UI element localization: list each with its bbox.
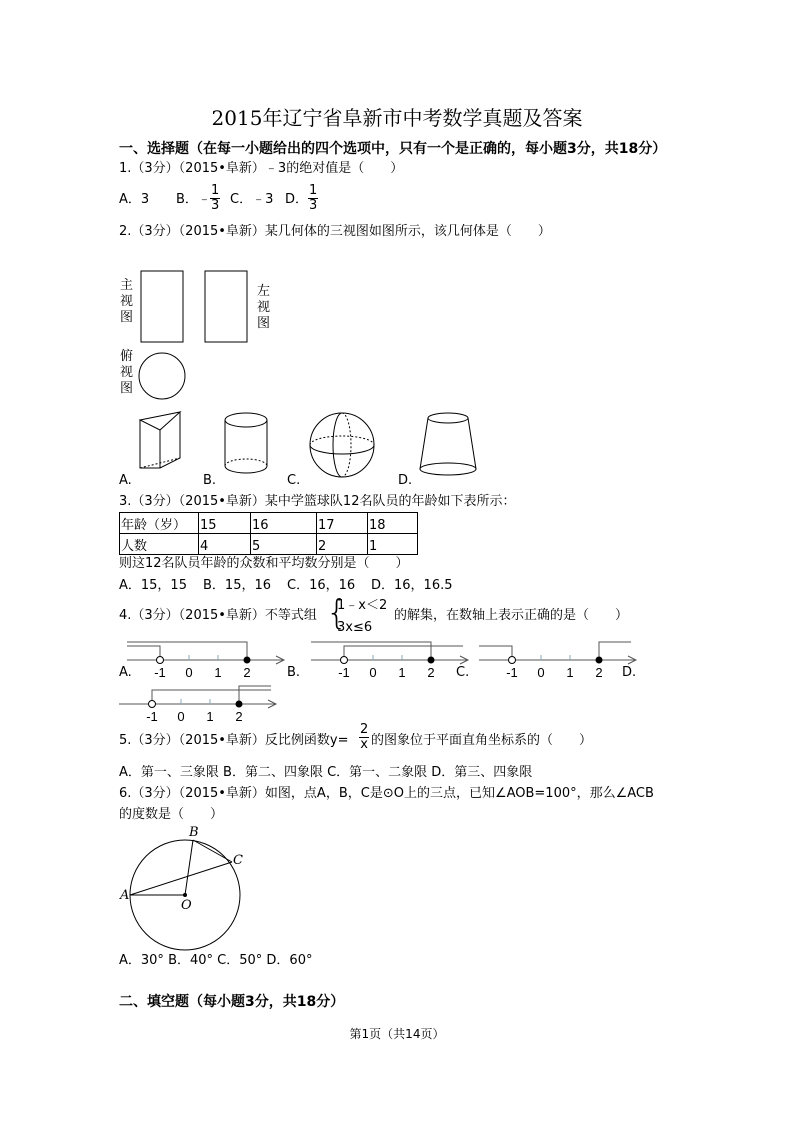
point-a-label: A	[120, 888, 130, 903]
numerator: 1	[211, 183, 220, 198]
tick-label: -1	[506, 665, 518, 680]
tick-label: -1	[154, 665, 166, 680]
inequality-2: 3x≤6	[337, 620, 373, 635]
section-1-heading: 一、选择题（在每一小题给出的四个选项中，只有一个是正确的，每小题3分，共18分）	[119, 141, 667, 157]
q3-option-a: A．15，15	[119, 578, 187, 593]
q4-option-a: A.	[119, 665, 132, 680]
tick-label: 2	[427, 665, 435, 680]
table-cell: 4	[199, 534, 251, 555]
tick-label: 0	[369, 665, 377, 680]
q2-option-d: D.	[398, 473, 413, 488]
table-cell: 15	[199, 513, 251, 534]
tick-label: 1	[398, 665, 406, 680]
section-2-heading: 二、填空题（每小题3分，共18分）	[119, 994, 345, 1010]
table-cell: 18	[368, 513, 418, 534]
front-view-label: 主视图	[120, 278, 134, 325]
q4-option-d: D.	[622, 665, 637, 680]
tick-label: 1	[566, 665, 574, 680]
side-view-label: 左视图	[257, 284, 271, 331]
page-footer: 第1页（共14页）	[349, 1027, 445, 1041]
document-title: 2015年辽宁省阜新市中考数学真题及答案	[211, 106, 583, 130]
q6-stem: 6.（3分）（2015•阜新）如图，点A，B，C是⊙O上的三点，已知∠AOB=100°，那么∠ACB	[119, 786, 654, 801]
q1-option-b: B．﹣	[176, 192, 211, 207]
tick-label: 0	[177, 709, 185, 724]
tick-label: 2	[243, 665, 251, 680]
q1-option-a: A．3	[119, 192, 150, 207]
numerator: 1	[309, 183, 318, 198]
table-cell: 17	[317, 513, 368, 534]
q3-stem: 3.（3分）（2015•阜新）某中学篮球队12名队员的年龄如下表所示：	[119, 494, 516, 509]
q3-question: 则这12名队员年龄的众数和平均数分别是（ ）	[119, 556, 409, 571]
tick-label: -1	[338, 665, 350, 680]
top-view-label: 俯视图	[120, 349, 134, 396]
q2-option-b: B.	[203, 473, 217, 488]
brace: {	[326, 593, 348, 633]
q3-option-c: C．16，16	[287, 578, 356, 593]
q1-option-c: C．﹣3	[230, 192, 274, 207]
q4-stem-start: 4.（3分）（2015•阜新）不等式组	[119, 608, 317, 623]
table-cell: 人数	[120, 534, 199, 555]
q5-stem-start: 5.（3分）（2015•阜新）反比例函数y=	[119, 733, 349, 748]
tick-label: 0	[185, 665, 193, 680]
tick-label: 1	[206, 709, 214, 724]
q5-stem-end: 的图象位于平面直角坐标系的（ ）	[371, 733, 593, 748]
q2-stem: 2.（3分）（2015•阜新）某几何体的三视图如图所示，该几何体是（ ）	[119, 224, 551, 239]
tick-label: 0	[537, 665, 545, 680]
tick-label: 1	[214, 665, 222, 680]
q4-option-c: C.	[456, 665, 470, 680]
table-cell: 1	[368, 534, 418, 555]
q2-option-c: C.	[287, 473, 301, 488]
point-b-label: B	[189, 825, 199, 840]
q4-stem-end: 的解集，在数轴上表示正确的是（ ）	[394, 608, 629, 623]
tick-label: -1	[146, 709, 158, 724]
q6-options: A．30° B．40° C．50° D．60°	[119, 953, 313, 968]
tick-label: 2	[595, 665, 603, 680]
q5-options: A．第一、三象限 B．第二、四象限 C．第一、二象限 D．第三、四象限	[119, 765, 533, 780]
q1-option-d: D．	[285, 192, 309, 207]
inequality-1: 1﹣x＜2	[337, 598, 388, 613]
table-cell: 16	[251, 513, 317, 534]
tick-label: 2	[235, 709, 243, 724]
denominator: 3	[211, 198, 220, 213]
q3-option-b: B．15，16	[203, 578, 272, 593]
q2-option-a: A.	[119, 473, 132, 488]
point-o-label: O	[181, 898, 192, 913]
q3-option-d: D．16，16.5	[371, 578, 453, 593]
point-c-label: C	[233, 853, 243, 868]
center-point	[183, 893, 187, 897]
table-cell: 5	[251, 534, 317, 555]
denominator: 3	[309, 198, 318, 213]
chords	[130, 840, 232, 895]
numerator: 2	[360, 722, 369, 737]
q4-option-b: B.	[287, 665, 301, 680]
denominator: x	[360, 737, 368, 752]
q6-stem-continued: 的度数是（ ）	[119, 807, 224, 822]
table-cell: 2	[317, 534, 368, 555]
table-cell: 年龄（岁）	[120, 513, 199, 534]
q1-stem: 1.（3分）（2015•阜新）﹣3的绝对值是（ ）	[119, 161, 404, 176]
